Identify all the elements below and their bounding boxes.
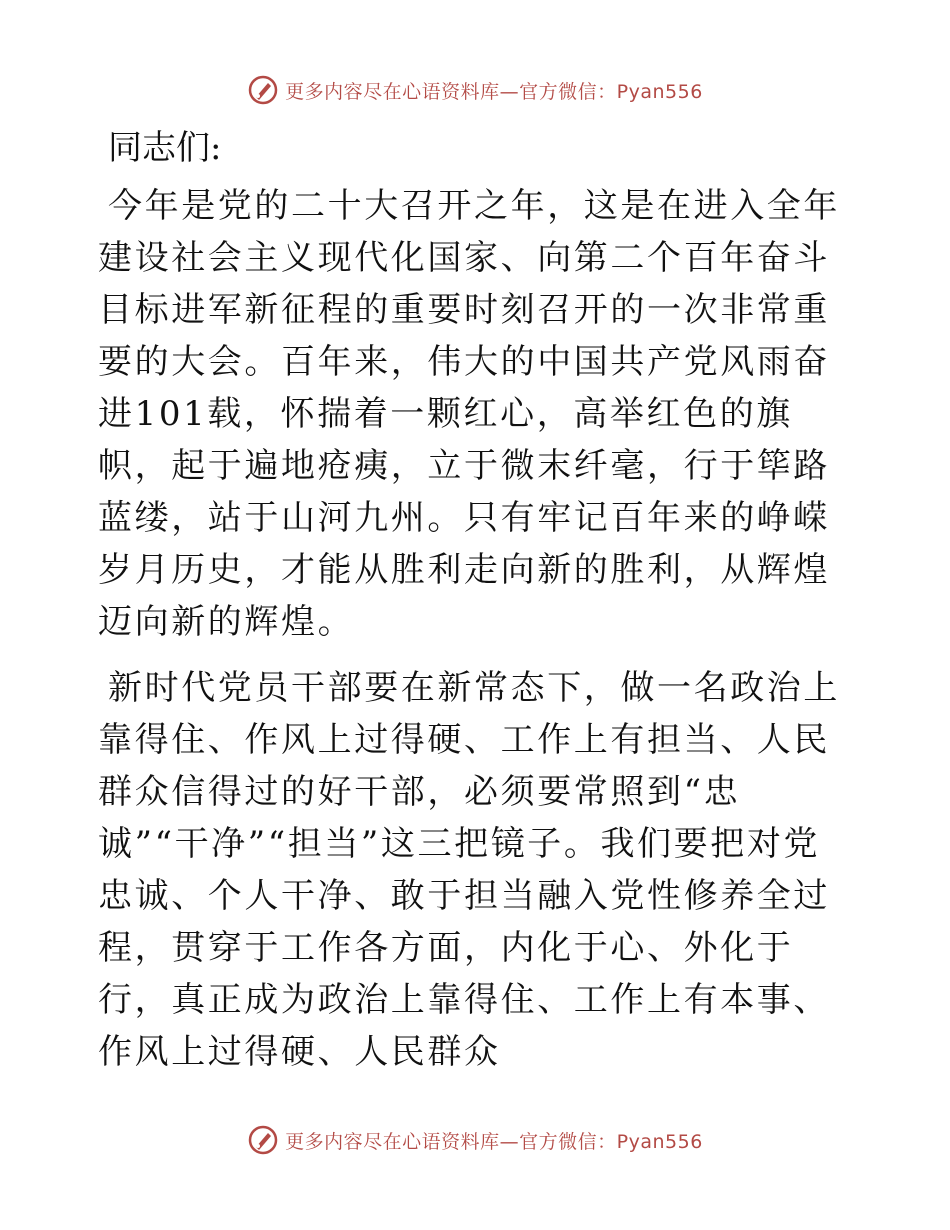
header-banner-text: 更多内容尽在心语资料库—官方微信：Pyan556	[285, 80, 703, 103]
document-body	[98, 122, 850, 1092]
paragraph-1: 今年是党的二十大召开之年，这是在进入全年建设社会主义现代化国家、向第二个百年奋斗目标进军新征程的重要时刻召开的一次非常重要的大会。百年来，伟大的中国共产党风雨奋进101载，怀揣着一颗红心，高举红色的旗帜，起于遍地疮痍，立于微末纤毫，行于筚路蓝缕，站于山河九州。只有牢记百年来的峥嵘岁月历史，才能从胜利走向新的胜利，从辉煌迈向新的辉煌。	[98, 186, 840, 642]
footer-banner	[0, 1120, 950, 1160]
paragraph-2: 新时代党员干部要在新常态下，做一名政治上靠得住、作风上过得硬、工作上有担当、人民群众信得过的好干部，必须要常照到“忠诚”“干净”“担当”这三把镜子。我们要把对党忠诚、个人干净、敢于担当融入党性修养全过程，贯穿于工作各方面，内化于心、外化于行，真正成为政治上靠得住、工作上有本事、作风上过得硬、人民群众	[98, 668, 840, 1072]
footer-banner-text: 更多内容尽在心语资料库—官方微信：Pyan556	[285, 1130, 703, 1153]
salutation: 同志们:	[108, 128, 222, 168]
pen-circle-icon	[247, 1124, 279, 1156]
pen-circle-icon	[247, 74, 279, 106]
header-banner	[0, 70, 950, 110]
